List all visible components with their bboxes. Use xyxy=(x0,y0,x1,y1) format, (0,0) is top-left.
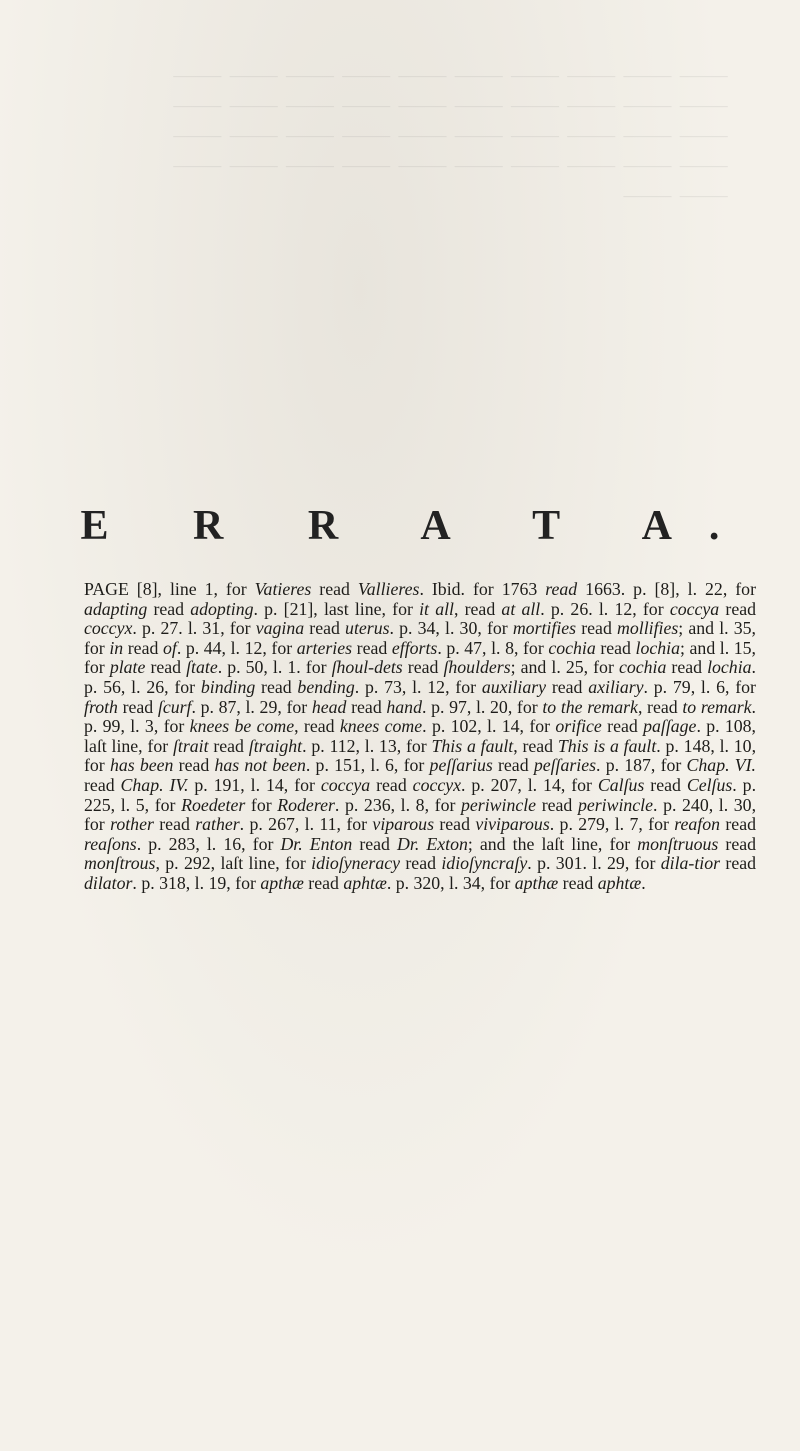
entry-wrong: Roedeter xyxy=(181,794,246,815)
errata-entry xyxy=(173,736,432,756)
errata-entry xyxy=(110,755,430,775)
entry-location: . p. 187, for xyxy=(596,755,687,776)
entry-wrong: periwincle xyxy=(461,794,537,815)
entry-wrong: coccya xyxy=(669,598,720,619)
errata-entry xyxy=(181,795,461,815)
entry-wrong: coccya xyxy=(320,774,371,795)
entry-correct: paſſage xyxy=(643,716,697,737)
entry-wrong: idioſyneracy xyxy=(311,853,401,874)
entry-wrong: auxiliary xyxy=(481,676,547,697)
entry-correct: coccyx xyxy=(412,774,462,795)
entry-location: . p. 97, l. 20, for xyxy=(421,696,543,717)
entry-correct: idioſyncraſy xyxy=(441,853,528,874)
entry-correct: ſcurf xyxy=(157,696,192,717)
errata-entry xyxy=(545,579,756,599)
entry-location: . p. 279, l. 7, for xyxy=(549,814,675,835)
page-title: E R R A T A. xyxy=(80,503,757,549)
entry-wrong: Vatieres xyxy=(254,579,312,599)
entry-correct: efforts xyxy=(391,637,438,658)
entry-read: read xyxy=(255,676,298,697)
errata-entry xyxy=(419,599,670,619)
entry-read: read xyxy=(644,774,687,795)
entry-location: ; and l. 25, for xyxy=(510,657,619,678)
entry-correct: rather xyxy=(195,814,240,835)
entry-read: read xyxy=(173,755,215,776)
entry-read: read xyxy=(352,637,392,658)
entry-correct: uterus xyxy=(345,618,390,639)
entry-read: read xyxy=(352,833,398,854)
entry-read: read xyxy=(719,598,756,619)
entry-location: ; and l. 15, for xyxy=(84,637,757,678)
entry-location: . p. 34, l. 30, for xyxy=(389,618,513,639)
entry-read: read xyxy=(304,618,346,639)
entry-correct: mollifies xyxy=(617,618,679,639)
entry-location: . p. 320, l. 34, for xyxy=(386,872,515,893)
errata-text xyxy=(84,580,756,894)
errata-entry xyxy=(312,697,542,717)
entry-location: . p. 99, l. 3, for xyxy=(84,696,756,737)
entry-location: ; and l. 35, for xyxy=(84,618,756,658)
errata-entry xyxy=(430,755,687,775)
entry-wrong: froth xyxy=(84,696,118,717)
entry-read: read xyxy=(400,853,442,874)
entry-location: . p. 87, l. 29, for xyxy=(191,696,312,717)
entry-location: 1663. p. [8], l. 22, for xyxy=(577,579,756,599)
errata-entry xyxy=(110,657,332,677)
entry-wrong: plate xyxy=(109,657,146,678)
errata-entry xyxy=(515,873,646,893)
entry-read: , read xyxy=(637,696,683,717)
entry-read: read xyxy=(208,735,249,756)
errata-entry xyxy=(280,834,637,854)
entry-correct: has not been xyxy=(214,755,306,776)
entry-correct: at all xyxy=(501,598,541,619)
entry-location: . xyxy=(641,872,646,893)
entry-correct: This is a fault xyxy=(557,735,657,756)
entry-read: read xyxy=(492,755,534,776)
errata-entry xyxy=(84,599,419,619)
entry-correct: Dr. Exton xyxy=(397,833,468,854)
entry-correct: periwincle xyxy=(577,794,653,815)
entry-location: . p. 50, l. 1. for xyxy=(217,657,332,678)
entry-read: read xyxy=(311,579,358,599)
entry-wrong: binding xyxy=(200,676,256,697)
errata-entry xyxy=(84,697,312,717)
entry-wrong: adapting xyxy=(84,598,148,619)
entry-correct: ſtraight xyxy=(248,735,303,756)
entry-wrong: cochia xyxy=(548,637,596,658)
errata-entry xyxy=(321,775,598,795)
entry-location: . p. 102, l. 14, for xyxy=(422,716,556,737)
entry-read: read xyxy=(666,657,708,678)
entry-read: read xyxy=(720,814,756,835)
entry-location: . p. 79, l. 6, for xyxy=(643,676,756,697)
entry-wrong: ſtrait xyxy=(172,735,209,756)
entry-correct: hand xyxy=(386,696,422,717)
entry-read: for xyxy=(245,794,278,815)
entry-correct: lochia xyxy=(635,637,680,658)
entry-location: . p. 27. l. 31, for xyxy=(132,618,256,639)
entry-correct: Chap. IV. xyxy=(120,774,189,795)
entry-wrong: head xyxy=(311,696,347,717)
entry-wrong: reafon xyxy=(674,814,721,835)
entry-location: . p. 47, l. 8, for xyxy=(437,637,549,658)
entry-wrong: in xyxy=(109,637,124,658)
entry-correct: peſſaries xyxy=(533,755,597,776)
entry-read: read xyxy=(601,716,644,737)
entry-read: read xyxy=(434,814,476,835)
entry-location: . Ibid. for 1763 xyxy=(419,579,546,599)
entry-read: read xyxy=(536,794,578,815)
entry-wrong: orifice xyxy=(555,716,602,737)
entry-correct: coccyx xyxy=(84,618,133,639)
errata-entry xyxy=(256,618,513,638)
entry-wrong: vagina xyxy=(255,618,305,639)
entry-location: . p. 26. l. 12, for xyxy=(540,598,670,619)
entry-read: read xyxy=(402,657,444,678)
entry-location: . p. 73, l. 12, for xyxy=(354,676,482,697)
entry-location: . p. 151, l. 6, for xyxy=(305,755,430,776)
entry-location: . p. 148, l. 10, for xyxy=(84,735,757,776)
entry-location: . p. 283, l. 16, for xyxy=(136,833,281,854)
entry-correct: adopting xyxy=(190,598,254,619)
entry-wrong: dila-tior xyxy=(660,853,721,874)
entry-read: read xyxy=(145,657,187,678)
entry-correct: Celſus xyxy=(686,774,733,795)
entry-correct: lochia xyxy=(707,657,752,678)
entry-location: . p. 301. l. 29, for xyxy=(527,853,661,874)
entry-wrong: to the remark xyxy=(542,696,638,717)
entry-location: . p. 267, l. 11, for xyxy=(239,814,373,835)
entry-wrong: This a fault xyxy=(431,735,514,756)
entry-read: read xyxy=(346,696,387,717)
entry-read: read xyxy=(576,618,618,639)
entry-read: read xyxy=(147,598,191,619)
entry-wrong: ſhoul-dets xyxy=(331,657,403,678)
entry-location: p. 191, l. 14, for xyxy=(188,774,321,795)
entry-wrong: Chap. VI. xyxy=(686,755,756,776)
entry-correct: Vallieres xyxy=(357,579,420,599)
errata-entry xyxy=(110,814,372,834)
entry-wrong: peſſarius xyxy=(429,755,493,776)
entry-location: . p. 240, l. 30, for xyxy=(84,794,757,835)
entry-wrong: viparous xyxy=(372,814,434,835)
entry-correct: viviparous xyxy=(475,814,550,835)
entry-location: . p. 44, l. 12, for xyxy=(176,637,297,658)
entry-wrong: arteries xyxy=(296,637,353,658)
entry-correct: Roderer xyxy=(277,794,335,815)
entry-location: . p. 225, l. 5, for xyxy=(84,774,757,815)
entry-location: . p. [21], last line, for xyxy=(253,598,420,619)
entry-wrong: has been xyxy=(109,755,174,776)
entry-wrong: mortifies xyxy=(512,618,577,639)
entry-location: . p. 56, l. 26, for xyxy=(84,657,756,697)
entry-location: , p. 292, laſt line, for xyxy=(155,853,312,874)
entry-wrong: apthæ xyxy=(260,872,304,893)
errata-entry xyxy=(201,677,482,697)
entry-location: . p. 108, laſt line, for xyxy=(84,716,756,756)
entry-correct: knees come xyxy=(339,716,423,737)
entry-read: , read xyxy=(294,716,340,737)
show-through-bleed: ⸻ ⸻ ⸻ ⸻ ⸻ ⸻ ⸻ ⸻ ⸻ ⸻ ⸻ ⸻ ⸻ ⸻ ⸻ ⸻ ⸻ ⸻ ⸻ ⸻ ⸻ ⸻ ⸻ ⸻ ⸻ ⸻ ⸻ ⸻ ⸻ ⸻ ⸻ ⸻ ⸻ ⸻ ⸻ ⸻ ⸻ ⸻ ⸻ ⸻ ⸻ ⸻ xyxy=(173,63,730,207)
entry-read: read xyxy=(117,696,158,717)
errata-entry xyxy=(311,853,661,873)
entry-wrong: read xyxy=(545,579,578,599)
errata-entry xyxy=(84,579,545,599)
entry-wrong: knees be come xyxy=(189,716,295,737)
entry-location: . p. 207, l. 14, for xyxy=(461,774,598,795)
errata-entry xyxy=(332,657,619,677)
entry-wrong: monſtruous xyxy=(637,833,719,854)
entry-read: read xyxy=(84,774,121,795)
entry-correct: ſtate xyxy=(186,657,218,678)
errata-entry xyxy=(260,873,514,893)
entry-wrong: rother xyxy=(110,814,154,835)
entry-correct: axiliary xyxy=(588,676,644,697)
entry-correct: to remark xyxy=(682,696,752,717)
entry-correct: reaſons xyxy=(84,833,137,854)
entry-read: read xyxy=(303,872,344,893)
entry-wrong: Dr. Enton xyxy=(280,833,353,854)
errata-entry xyxy=(109,638,296,658)
entry-read: read xyxy=(558,872,598,893)
entry-correct: dilator xyxy=(84,872,133,893)
entry-pre: PAGE [8], line 1, for xyxy=(84,579,255,599)
entry-wrong: it all xyxy=(419,598,454,619)
entry-read: read xyxy=(595,637,636,658)
entry-read: read xyxy=(546,676,589,697)
errata-entry xyxy=(190,716,556,736)
entry-correct: bending xyxy=(297,676,355,697)
entry-read: , read xyxy=(453,598,502,619)
entry-read: read xyxy=(720,853,756,874)
entry-read: read xyxy=(370,774,413,795)
entry-correct: ſhoulders xyxy=(443,657,511,678)
entry-location: . p. 112, l. 13, for xyxy=(302,735,432,756)
entry-correct: aphtæ xyxy=(597,872,642,893)
entry-correct: aphtæ xyxy=(343,872,387,893)
entry-read: read xyxy=(153,814,196,835)
entry-correct: of xyxy=(162,637,177,658)
entry-correct: monſtrous xyxy=(84,853,156,874)
entry-location: . p. 318, l. 19, for xyxy=(132,872,261,893)
errata-entry xyxy=(297,638,549,658)
entry-wrong: cochia xyxy=(618,657,667,678)
entry-location: ; and the laſt line, for xyxy=(467,833,638,854)
entry-location: . p. 236, l. 8, for xyxy=(334,794,462,815)
errata-entry xyxy=(372,814,674,834)
errata-entry xyxy=(482,677,756,697)
entry-wrong: apthæ xyxy=(514,872,559,893)
entry-read: read xyxy=(123,637,163,658)
entry-wrong: Calſus xyxy=(597,774,645,795)
entry-read: read xyxy=(718,833,756,854)
entry-read: , read xyxy=(513,735,558,756)
